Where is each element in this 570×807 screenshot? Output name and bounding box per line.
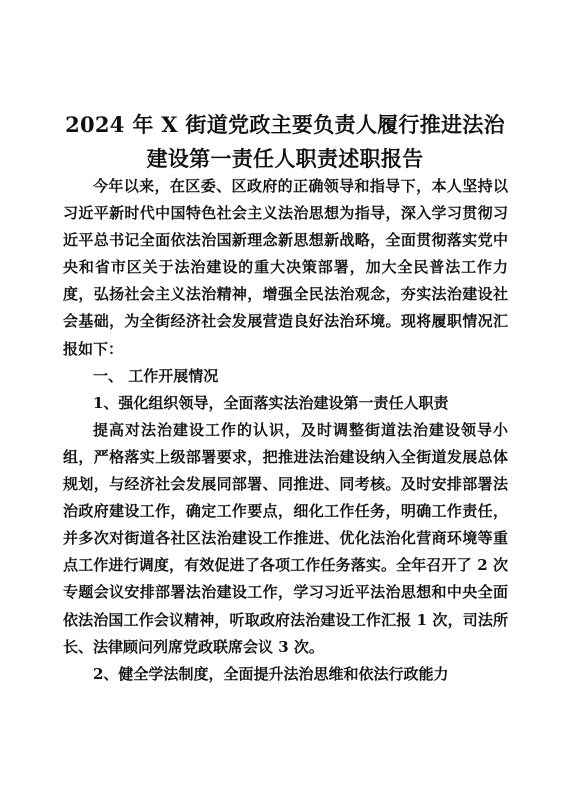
- item-paragraph-1: 提高对法治建设工作的认识，及时调整街道法治建设领导小组，严格落实上级部署要求，把推进法治建设纳入全街道发展总体规划，与经济社会发展同部署、同推进、同考核。及时安排部署法治政府建设工作，确定工作要点，细化工作任务，明确工作责任，并多次对街道各社区法治建设工作推进、优化法治化营商环境等重点工作进行调度，有效促进了各项工作任务落实。全年召开了 2 次专题会议安排部署法治建设工作，学习习近平法治思想和中央全面依法治国工作会议精神，听取政府法治建设工作汇报 1 次，司法所长、法律顾问列席党政联席会议 3 次。: [63, 420, 508, 656]
- document-body: [63, 173, 508, 688]
- intro-paragraph: 今年以来，在区委、区政府的正确领导和指导下，本人坚持以习近平新时代中国特色社会主义法治思想为指导，深入学习贯彻习近平总书记全面依法治国新理念新思想新战略，全面贯彻落实党中央和省市区关于法治建设的重大决策部署，加大全民普法工作力度，弘扬社会主义法治精神，增强全民法治观念，夯实法治建设社会基础，为全街经济社会发展营造良好法治环境。现将履职情况汇报如下：: [63, 177, 508, 358]
- section-heading-1: 一、 工作开展情况: [93, 366, 219, 385]
- item-heading-1: 1、强化组织领导，全面落实法治建设第一责任人职责: [93, 393, 449, 412]
- document-title-line-2: 建设第一责任人职责述职报告: [146, 146, 424, 171]
- item-heading-2: 2、健全学法制度，全面提升法治思维和依法行政能力: [93, 664, 449, 683]
- document-title-line-1: 2024 年 X 街道党政主要负责人履行推进法治: [65, 112, 505, 137]
